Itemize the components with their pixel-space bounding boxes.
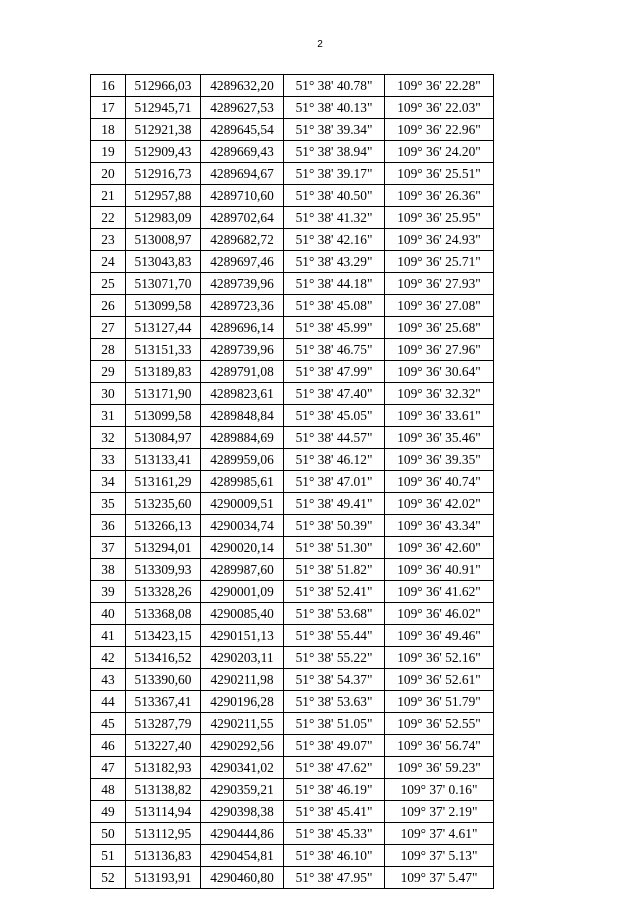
longitude-cell: 109° 36' 41.62" xyxy=(385,581,494,603)
longitude-cell: 109° 37' 5.13" xyxy=(385,845,494,867)
longitude-cell: 109° 36' 49.46" xyxy=(385,625,494,647)
latitude-cell: 51° 38' 51.30" xyxy=(284,537,385,559)
y-coordinate-cell: 4290341,02 xyxy=(201,757,284,779)
latitude-cell: 51° 38' 52.41" xyxy=(284,581,385,603)
page-number: 2 xyxy=(317,39,323,50)
y-coordinate-cell: 4289702,64 xyxy=(201,207,284,229)
y-coordinate-cell: 4290151,13 xyxy=(201,625,284,647)
x-coordinate-cell: 513099,58 xyxy=(126,295,201,317)
y-coordinate-cell: 4289739,96 xyxy=(201,273,284,295)
point-number-cell: 27 xyxy=(91,317,126,339)
longitude-cell: 109° 37' 4.61" xyxy=(385,823,494,845)
point-number-cell: 49 xyxy=(91,801,126,823)
table-row xyxy=(91,273,494,295)
y-coordinate-cell: 4289645,54 xyxy=(201,119,284,141)
longitude-cell: 109° 36' 27.96" xyxy=(385,339,494,361)
x-coordinate-cell: 513266,13 xyxy=(126,515,201,537)
longitude-cell: 109° 36' 32.32" xyxy=(385,383,494,405)
longitude-cell: 109° 36' 25.95" xyxy=(385,207,494,229)
point-number-cell: 19 xyxy=(91,141,126,163)
latitude-cell: 51° 38' 50.39" xyxy=(284,515,385,537)
y-coordinate-cell: 4289682,72 xyxy=(201,229,284,251)
latitude-cell: 51° 38' 47.01" xyxy=(284,471,385,493)
point-number-cell: 26 xyxy=(91,295,126,317)
x-coordinate-cell: 513084,97 xyxy=(126,427,201,449)
coordinates-table xyxy=(90,74,494,889)
latitude-cell: 51° 38' 40.13" xyxy=(284,97,385,119)
x-coordinate-cell: 513161,29 xyxy=(126,471,201,493)
point-number-cell: 28 xyxy=(91,339,126,361)
y-coordinate-cell: 4290454,81 xyxy=(201,845,284,867)
longitude-cell: 109° 36' 56.74" xyxy=(385,735,494,757)
point-number-cell: 22 xyxy=(91,207,126,229)
point-number-cell: 48 xyxy=(91,779,126,801)
y-coordinate-cell: 4290001,09 xyxy=(201,581,284,603)
table-row xyxy=(91,801,494,823)
x-coordinate-cell: 512945,71 xyxy=(126,97,201,119)
x-coordinate-cell: 513127,44 xyxy=(126,317,201,339)
longitude-cell: 109° 36' 40.91" xyxy=(385,559,494,581)
longitude-cell: 109° 36' 24.93" xyxy=(385,229,494,251)
y-coordinate-cell: 4289710,60 xyxy=(201,185,284,207)
latitude-cell: 51° 38' 47.62" xyxy=(284,757,385,779)
y-coordinate-cell: 4290292,56 xyxy=(201,735,284,757)
x-coordinate-cell: 513390,60 xyxy=(126,669,201,691)
table-row xyxy=(91,867,494,889)
longitude-cell: 109° 36' 59.23" xyxy=(385,757,494,779)
x-coordinate-cell: 512957,88 xyxy=(126,185,201,207)
point-number-cell: 45 xyxy=(91,713,126,735)
x-coordinate-cell: 513008,97 xyxy=(126,229,201,251)
table-row xyxy=(91,515,494,537)
longitude-cell: 109° 36' 33.61" xyxy=(385,405,494,427)
latitude-cell: 51° 38' 53.63" xyxy=(284,691,385,713)
latitude-cell: 51° 38' 39.34" xyxy=(284,119,385,141)
latitude-cell: 51° 38' 44.57" xyxy=(284,427,385,449)
longitude-cell: 109° 36' 22.03" xyxy=(385,97,494,119)
table-row xyxy=(91,647,494,669)
x-coordinate-cell: 513193,91 xyxy=(126,867,201,889)
y-coordinate-cell: 4289723,36 xyxy=(201,295,284,317)
point-number-cell: 32 xyxy=(91,427,126,449)
y-coordinate-cell: 4289696,14 xyxy=(201,317,284,339)
y-coordinate-cell: 4289791,08 xyxy=(201,361,284,383)
longitude-cell: 109° 36' 27.08" xyxy=(385,295,494,317)
point-number-cell: 40 xyxy=(91,603,126,625)
point-number-cell: 34 xyxy=(91,471,126,493)
y-coordinate-cell: 4290020,14 xyxy=(201,537,284,559)
x-coordinate-cell: 512909,43 xyxy=(126,141,201,163)
longitude-cell: 109° 37' 2.19" xyxy=(385,801,494,823)
longitude-cell: 109° 36' 51.79" xyxy=(385,691,494,713)
table-row xyxy=(91,449,494,471)
x-coordinate-cell: 513138,82 xyxy=(126,779,201,801)
table-row xyxy=(91,581,494,603)
y-coordinate-cell: 4289632,20 xyxy=(201,75,284,97)
x-coordinate-cell: 513416,52 xyxy=(126,647,201,669)
latitude-cell: 51° 38' 39.17" xyxy=(284,163,385,185)
latitude-cell: 51° 38' 47.40" xyxy=(284,383,385,405)
table-row xyxy=(91,295,494,317)
x-coordinate-cell: 512966,03 xyxy=(126,75,201,97)
table-row xyxy=(91,405,494,427)
table-row xyxy=(91,185,494,207)
latitude-cell: 51° 38' 46.10" xyxy=(284,845,385,867)
point-number-cell: 43 xyxy=(91,669,126,691)
y-coordinate-cell: 4290009,51 xyxy=(201,493,284,515)
longitude-cell: 109° 36' 22.96" xyxy=(385,119,494,141)
longitude-cell: 109° 36' 40.74" xyxy=(385,471,494,493)
point-number-cell: 23 xyxy=(91,229,126,251)
table-row xyxy=(91,669,494,691)
latitude-cell: 51° 38' 47.95" xyxy=(284,867,385,889)
latitude-cell: 51° 38' 43.29" xyxy=(284,251,385,273)
table-row xyxy=(91,229,494,251)
table-row xyxy=(91,625,494,647)
table-row xyxy=(91,119,494,141)
table-row xyxy=(91,735,494,757)
longitude-cell: 109° 37' 5.47" xyxy=(385,867,494,889)
latitude-cell: 51° 38' 46.75" xyxy=(284,339,385,361)
longitude-cell: 109° 36' 30.64" xyxy=(385,361,494,383)
y-coordinate-cell: 4290203,11 xyxy=(201,647,284,669)
table-row xyxy=(91,361,494,383)
x-coordinate-cell: 513328,26 xyxy=(126,581,201,603)
longitude-cell: 109° 36' 43.34" xyxy=(385,515,494,537)
point-number-cell: 51 xyxy=(91,845,126,867)
x-coordinate-cell: 513112,95 xyxy=(126,823,201,845)
latitude-cell: 51° 38' 49.41" xyxy=(284,493,385,515)
point-number-cell: 52 xyxy=(91,867,126,889)
table-row xyxy=(91,537,494,559)
latitude-cell: 51° 38' 40.78" xyxy=(284,75,385,97)
point-number-cell: 37 xyxy=(91,537,126,559)
x-coordinate-cell: 513114,94 xyxy=(126,801,201,823)
y-coordinate-cell: 4290196,28 xyxy=(201,691,284,713)
x-coordinate-cell: 513043,83 xyxy=(126,251,201,273)
table-row xyxy=(91,845,494,867)
latitude-cell: 51° 38' 45.33" xyxy=(284,823,385,845)
point-number-cell: 21 xyxy=(91,185,126,207)
longitude-cell: 109° 36' 27.93" xyxy=(385,273,494,295)
x-coordinate-cell: 512921,38 xyxy=(126,119,201,141)
x-coordinate-cell: 513423,15 xyxy=(126,625,201,647)
latitude-cell: 51° 38' 46.19" xyxy=(284,779,385,801)
x-coordinate-cell: 513367,41 xyxy=(126,691,201,713)
latitude-cell: 51° 38' 45.41" xyxy=(284,801,385,823)
latitude-cell: 51° 38' 47.99" xyxy=(284,361,385,383)
y-coordinate-cell: 4289669,43 xyxy=(201,141,284,163)
table-row xyxy=(91,713,494,735)
longitude-cell: 109° 36' 42.60" xyxy=(385,537,494,559)
latitude-cell: 51° 38' 45.05" xyxy=(284,405,385,427)
y-coordinate-cell: 4289823,61 xyxy=(201,383,284,405)
point-number-cell: 16 xyxy=(91,75,126,97)
longitude-cell: 109° 36' 52.55" xyxy=(385,713,494,735)
y-coordinate-cell: 4290211,55 xyxy=(201,713,284,735)
x-coordinate-cell: 513133,41 xyxy=(126,449,201,471)
point-number-cell: 18 xyxy=(91,119,126,141)
latitude-cell: 51° 38' 40.50" xyxy=(284,185,385,207)
longitude-cell: 109° 36' 25.51" xyxy=(385,163,494,185)
latitude-cell: 51° 38' 45.99" xyxy=(284,317,385,339)
table-row xyxy=(91,75,494,97)
longitude-cell: 109° 36' 26.36" xyxy=(385,185,494,207)
y-coordinate-cell: 4289987,60 xyxy=(201,559,284,581)
longitude-cell: 109° 37' 0.16" xyxy=(385,779,494,801)
x-coordinate-cell: 513136,83 xyxy=(126,845,201,867)
point-number-cell: 31 xyxy=(91,405,126,427)
latitude-cell: 51° 38' 41.32" xyxy=(284,207,385,229)
table-row xyxy=(91,339,494,361)
x-coordinate-cell: 513294,01 xyxy=(126,537,201,559)
y-coordinate-cell: 4289884,69 xyxy=(201,427,284,449)
y-coordinate-cell: 4290359,21 xyxy=(201,779,284,801)
y-coordinate-cell: 4289694,67 xyxy=(201,163,284,185)
longitude-cell: 109° 36' 25.71" xyxy=(385,251,494,273)
longitude-cell: 109° 36' 22.28" xyxy=(385,75,494,97)
point-number-cell: 24 xyxy=(91,251,126,273)
x-coordinate-cell: 513071,70 xyxy=(126,273,201,295)
x-coordinate-cell: 513309,93 xyxy=(126,559,201,581)
point-number-cell: 50 xyxy=(91,823,126,845)
latitude-cell: 51° 38' 54.37" xyxy=(284,669,385,691)
table-row xyxy=(91,317,494,339)
point-number-cell: 36 xyxy=(91,515,126,537)
latitude-cell: 51° 38' 38.94" xyxy=(284,141,385,163)
y-coordinate-cell: 4289697,46 xyxy=(201,251,284,273)
latitude-cell: 51° 38' 42.16" xyxy=(284,229,385,251)
point-number-cell: 44 xyxy=(91,691,126,713)
x-coordinate-cell: 513151,33 xyxy=(126,339,201,361)
latitude-cell: 51° 38' 51.82" xyxy=(284,559,385,581)
longitude-cell: 109° 36' 35.46" xyxy=(385,427,494,449)
longitude-cell: 109° 36' 25.68" xyxy=(385,317,494,339)
y-coordinate-cell: 4290211,98 xyxy=(201,669,284,691)
longitude-cell: 109° 36' 52.16" xyxy=(385,647,494,669)
x-coordinate-cell: 513182,93 xyxy=(126,757,201,779)
longitude-cell: 109° 36' 52.61" xyxy=(385,669,494,691)
point-number-cell: 33 xyxy=(91,449,126,471)
point-number-cell: 39 xyxy=(91,581,126,603)
point-number-cell: 20 xyxy=(91,163,126,185)
y-coordinate-cell: 4290460,80 xyxy=(201,867,284,889)
y-coordinate-cell: 4290085,40 xyxy=(201,603,284,625)
point-number-cell: 35 xyxy=(91,493,126,515)
point-number-cell: 38 xyxy=(91,559,126,581)
table-row xyxy=(91,251,494,273)
point-number-cell: 46 xyxy=(91,735,126,757)
table-row xyxy=(91,471,494,493)
table-row xyxy=(91,493,494,515)
table-row xyxy=(91,559,494,581)
table-row xyxy=(91,97,494,119)
x-coordinate-cell: 513227,40 xyxy=(126,735,201,757)
table-row xyxy=(91,207,494,229)
latitude-cell: 51° 38' 45.08" xyxy=(284,295,385,317)
point-number-cell: 17 xyxy=(91,97,126,119)
y-coordinate-cell: 4289985,61 xyxy=(201,471,284,493)
table-row xyxy=(91,823,494,845)
x-coordinate-cell: 513287,79 xyxy=(126,713,201,735)
x-coordinate-cell: 512916,73 xyxy=(126,163,201,185)
table-row xyxy=(91,757,494,779)
x-coordinate-cell: 513235,60 xyxy=(126,493,201,515)
longitude-cell: 109° 36' 46.02" xyxy=(385,603,494,625)
y-coordinate-cell: 4289627,53 xyxy=(201,97,284,119)
longitude-cell: 109° 36' 42.02" xyxy=(385,493,494,515)
point-number-cell: 47 xyxy=(91,757,126,779)
coordinates-table-body xyxy=(91,75,494,889)
table-row xyxy=(91,427,494,449)
table-row xyxy=(91,691,494,713)
table-row xyxy=(91,163,494,185)
longitude-cell: 109° 36' 39.35" xyxy=(385,449,494,471)
x-coordinate-cell: 513368,08 xyxy=(126,603,201,625)
y-coordinate-cell: 4289739,96 xyxy=(201,339,284,361)
table-row xyxy=(91,383,494,405)
x-coordinate-cell: 513171,90 xyxy=(126,383,201,405)
latitude-cell: 51° 38' 46.12" xyxy=(284,449,385,471)
x-coordinate-cell: 513189,83 xyxy=(126,361,201,383)
y-coordinate-cell: 4290398,38 xyxy=(201,801,284,823)
longitude-cell: 109° 36' 24.20" xyxy=(385,141,494,163)
point-number-cell: 25 xyxy=(91,273,126,295)
y-coordinate-cell: 4290034,74 xyxy=(201,515,284,537)
point-number-cell: 42 xyxy=(91,647,126,669)
latitude-cell: 51° 38' 51.05" xyxy=(284,713,385,735)
x-coordinate-cell: 513099,58 xyxy=(126,405,201,427)
latitude-cell: 51° 38' 53.68" xyxy=(284,603,385,625)
point-number-cell: 30 xyxy=(91,383,126,405)
point-number-cell: 29 xyxy=(91,361,126,383)
latitude-cell: 51° 38' 55.44" xyxy=(284,625,385,647)
point-number-cell: 41 xyxy=(91,625,126,647)
table-row xyxy=(91,141,494,163)
x-coordinate-cell: 512983,09 xyxy=(126,207,201,229)
table-row xyxy=(91,779,494,801)
y-coordinate-cell: 4290444,86 xyxy=(201,823,284,845)
latitude-cell: 51° 38' 49.07" xyxy=(284,735,385,757)
latitude-cell: 51° 38' 44.18" xyxy=(284,273,385,295)
y-coordinate-cell: 4289848,84 xyxy=(201,405,284,427)
table-row xyxy=(91,603,494,625)
y-coordinate-cell: 4289959,06 xyxy=(201,449,284,471)
latitude-cell: 51° 38' 55.22" xyxy=(284,647,385,669)
